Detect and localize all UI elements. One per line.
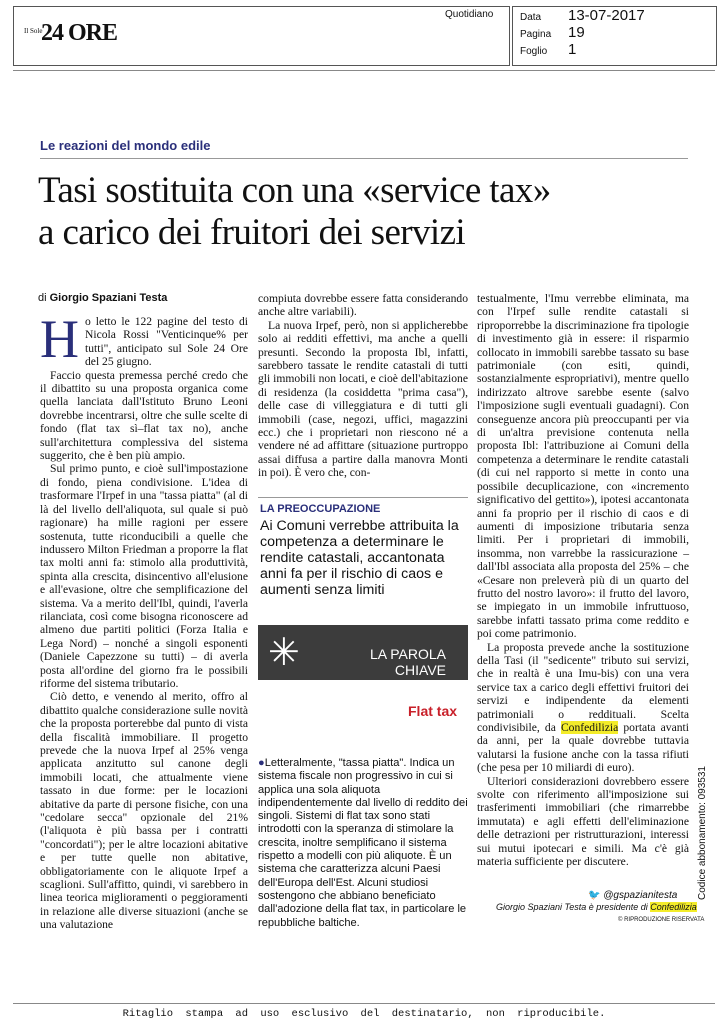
paragraph-text: La proposta prevede anche la sostituzione della Tasi (il "sedicente" tributo sui servizi, che in realtà è una Imu-bis) con una vera service tax a carico degli effettivi fruitori dei servizi e indipendente da elementi patrimoniali o reddituali. Scelta condivisibile, da [477,640,689,734]
paragraph: compiuta dovrebbe essere fatta considerando anche altre variabili). [258,292,468,319]
footer-notice: Ritaglio stampa ad uso esclusivo del destinatario, non riproducibile. [122,1008,606,1020]
author-note-text: Giorgio Spaziani Testa è presidente di [496,902,651,912]
keyword-definition [258,757,470,930]
headline [38,170,698,254]
paragraph: Sul primo punto, e cioè sull'impostazione di fondo, piena condivisione. L'idea di trasformare l'Irpef in una "tassa piatta" (al di là del livello dell'aliquota, sul quale si può ragionare) ha mille ragioni per essere sostenuta, tutte riconducibili a quelle che indussero Milton Friedman a proporre la flat tax molti anni fa: stimolo alla produttività, spinta alla crescita, disincentivo all'elusione e all'evasione, oltre che semplificazione del sistema. Va a merito dell'Ibl, quindi, l'averla rilanciata, così come bisogna riconoscere ad almeno due partiti politici (Forza Italia e Lega Nord) – nonché a singoli esponenti (Daniele Capezzone su tutti) – di averla posta all'ordine del giorno fra le possibili riforme del sistema tributario. [40,462,248,690]
logo-prefix: Il Sole [24,27,43,35]
asterisk-icon: ✳ [268,630,300,674]
byline [38,292,167,304]
logo: 24 ORE [41,20,118,46]
banner-line-2: CHIAVE [394,662,447,678]
kicker-rule [40,158,688,159]
headline-line-2: a carico dei fruitori dei servizi [38,212,466,253]
headline-line-1: Tasi sostituita con una «service tax» [38,170,551,211]
paragraph-text: o letto le 122 pagine del testo di Nicola Rossi "Venticinque% per tutti", anticipato sul Sole 24 Ore del 25 giugno. [85,315,248,369]
data-label: Data [520,12,542,23]
paragraph [40,309,248,369]
publication-type: Quotidiano [445,9,494,20]
header-divider [13,70,715,71]
paragraph: Ulteriori considerazioni dovrebbero essere svolte con riferimento all'imposizione sui trasferimenti immobiliari (che rimarrebbe immutata) e agli effetti dell'eliminazione delle detrazioni per ristrutturazioni, interessi sui mutui ipotecari e simili. Ma c'è già materia sufficiente per discutere. [477,774,689,869]
callout-kicker: LA PREOCCUPAZIONE [260,503,381,515]
subscription-code: Codice abbonamento: 093531 [697,766,708,900]
highlighted-term: Confedilizia [650,902,697,912]
definition-text: Letteralmente, "tassa piatta". Indica un sistema fiscale non progressivo in cui si applica una sola aliquota indipendentemente dal livello di reddito dei singoli. Sistemi di flat tax sono stati introdotti con la speranza di stimolare la crescita, inoltre semplificano il sistema rispetto a modelli con più aliquote. È un sistema che caratterizza alcuni Paesi dell'Europa dell'Est. Alcuni studiosi sostengono che abbiano beneficiato dall'adozione della flat tax, in particolare le repubbliche baltiche. [258,757,468,929]
paragraph: La nuova Irpef, però, non si applicherebbe solo ai redditi effettivi, ma anche a quelli presunti. Secondo la proposta Ibl, infatti, sarebbero tassate le rendite catastali di tutti gli immobili non locati, e cioè dell'abitazione di residenza (la cosiddetta "prima casa"), delle case di villeggiatura e di tutti gli immobili (case, negozi, uffici, magazzini ecc.) che i proprietari non riescono né a vendere né ad affittare (situazione purtroppo assai diffusa a partire dalla manovra Monti in poi). È vero che, con- [258,318,468,480]
author-note [496,902,697,912]
highlighted-term: Confedilizia [560,721,619,734]
byline-author: Giorgio Spaziani Testa [49,292,168,304]
twitter-credit [588,890,677,901]
foglio-value: 1 [568,41,577,58]
paragraph: Ciò detto, e venendo al merito, offro al dibattito qualche considerazione sulle novità che la proposta porterebbe dal punto di vista della fiscalità immobiliare. Il progetto prevede che la nuova Irpef al 25% venga applicata anzitutto sul canone degli immobili locati, che attualmente viene tassato in due forme: per le locazioni abitative da parte di persone fisiche, con una "cedolare secca" opzionale del 21% (l'aliquota è più bassa per i contratti "concordati"); per le altre locazioni abitative e per tutte quelle non abitative, obbligatoriamente con le aliquote Irpef a scaglioni. Sull'affitto, quindi, vi sarebbero in linea teorica miglioramenti o peggioramenti in relazione alle diverse situazioni (anche se una valutazione [40,690,248,932]
paragraph [477,641,689,775]
footer-rule [13,1003,715,1004]
meta-data-row [520,7,645,25]
column-1 [40,309,248,932]
callout-quote: Ai Comuni verrebbe attribuita la competenza a determinare le rendite catastali, accantonata anni fa per il rischio di caos e aumenti senza limiti [260,518,459,598]
byline-prefix: di [38,292,47,304]
drop-cap: H [40,309,79,369]
callout-rule [258,497,468,498]
twitter-handle: @gspazianitesta [603,890,678,901]
banner-line-1: LA PAROLA [370,646,447,662]
paragraph: testualmente, l'Imu verrebbe eliminata, ma con l'Irpef sulle rendite catastali si riproporrebbe la discriminazione fra tipologie di investimento già in essere: il risparmio collocato in immobili sarebbe tassato su base patrimoniale (con esiti, quindi, sostanzialmente espropriativi), mentre quello indirizzato altrove sarebbe esente (salvo l'imposizione sugli eventuali guadagni). Con conseguenze ancora più preoccupanti per via di un'altra previsione contenuta nella proposta Ibl: l'attribuzione ai Comuni della competenza a determinare le rendite catastali (di cui nel rapporto si mette in conto una possibile decuplicazione, con «incremento significativo del gettito»), ipotesi accantonata anni fa proprio per il rischio di caos e di aumenti di imposizione tributaria senza limiti. Per i proprietari di immobili, insomma, non varrebbe la rassicurazione – dall'Ibl associata alla proposta del 25% – che «Cesare non preleverà più di un quarto del frutto del nostro lavoro»: il frutto del lavoro, se impiegato in un immobile infruttuoso, sarebbe infatti tassato prima come reddito e poi come patrimonio. [477,292,689,641]
keyword-term: Flat tax [408,703,458,719]
column-2 [258,292,468,480]
meta-foglio-row [520,41,576,59]
foglio-label: Foglio [520,46,548,57]
paragraph-text: portata avanti da anni, per la quale dovrebbe tuttavia valutarsi la fusione anche con la tassa rifiuti (che pesa per 10 miliardi di euro). [477,721,689,775]
pagina-label: Pagina [520,29,552,40]
twitter-bird-icon: 🐦 [588,890,601,901]
copyright-note: © RIPRODUZIONE RISERVATA [618,917,705,923]
meta-pagina-row [520,24,585,42]
banner-title [370,646,446,678]
article-kicker: Le reazioni del mondo edile [40,138,211,153]
pagina-value: 19 [568,24,585,41]
bullet-icon: ● [258,757,265,769]
data-value: 13-07-2017 [568,7,645,24]
paragraph: Faccio questa premessa perché credo che il dibattito su una proposta organica come quella lanciata dall'Istituto Bruno Leoni dovrebbe incentrarsi, oltre che sulle scelte di fondo (flat tax sì–flat tax no), anche sull'architettura complessiva del sistema suggerito, che è ben più ampio. [40,368,248,463]
column-3 [477,292,689,868]
